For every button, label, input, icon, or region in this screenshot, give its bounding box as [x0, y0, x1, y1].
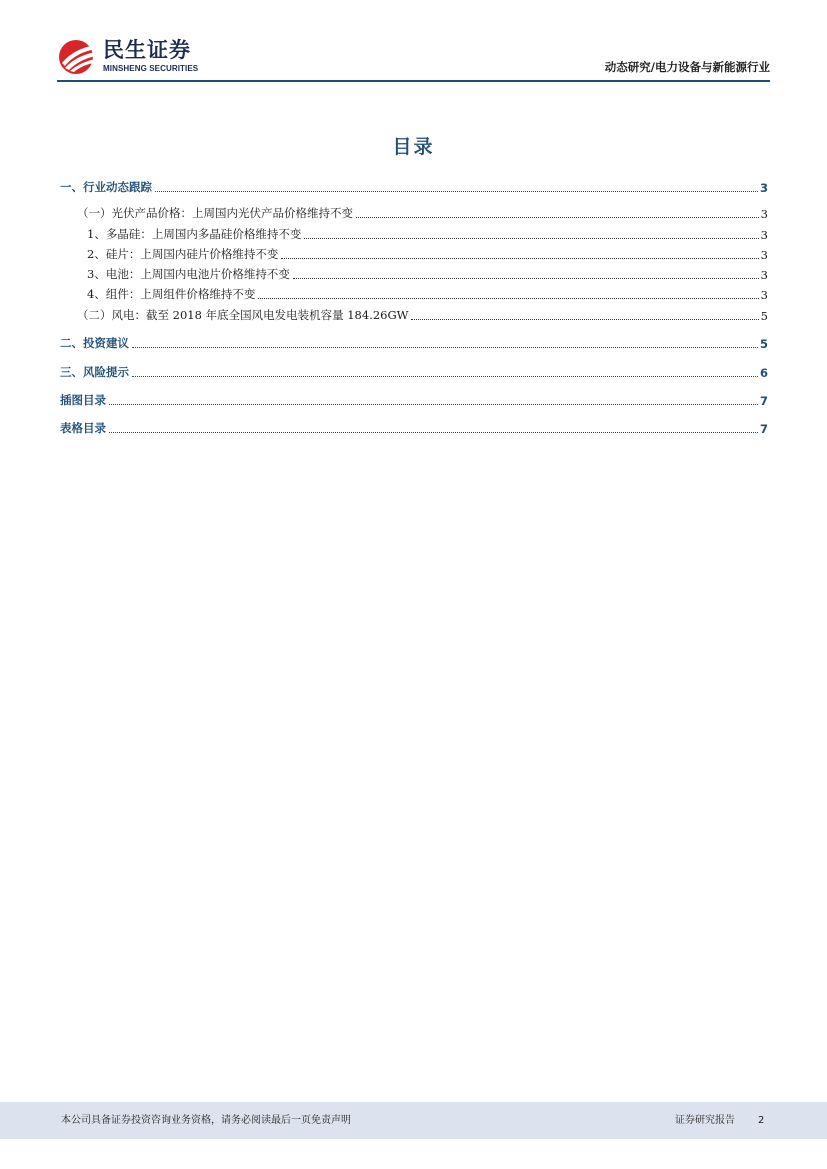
toc-entry[interactable]	[60, 226, 768, 242]
toc-entry-page: 6	[759, 366, 768, 380]
toc-entry[interactable]	[60, 246, 768, 262]
toc-entry-page: 3	[760, 288, 768, 302]
dot-leader	[109, 432, 758, 433]
toc-entry[interactable]	[60, 364, 768, 380]
toc-entry[interactable]	[60, 307, 768, 323]
toc-entry-label: （一）光伏产品价格：上周国内光伏产品价格维持不变	[77, 206, 353, 220]
toc-entry-label: 一、行业动态跟踪	[60, 180, 152, 194]
dot-leader	[411, 319, 758, 320]
dot-leader	[281, 258, 758, 259]
minsheng-logo-icon	[58, 39, 98, 75]
toc-entry-label: （二）风电：截至 2018 年底全国风电发电装机容量 184.26GW	[77, 308, 409, 322]
toc-entry-page: 3	[760, 268, 768, 282]
toc-entry[interactable]	[60, 205, 768, 221]
toc-entry-label: 1、多晶硅：上周国内多晶硅价格维持不变	[87, 227, 302, 241]
toc-entry-label: 三、风险提示	[60, 365, 129, 379]
footer-report-type: 证券研究报告	[675, 1115, 735, 1126]
toc-entry-page: 7	[759, 422, 768, 436]
dot-leader	[155, 191, 758, 192]
toc-entry-label: 2、硅片：上周国内硅片价格维持不变	[87, 247, 279, 261]
toc-entry-page: 3	[759, 181, 768, 195]
header-divider	[57, 80, 770, 82]
toc-entry-page: 5	[760, 309, 768, 323]
toc-entry[interactable]	[60, 286, 768, 302]
toc-title: 目录	[392, 136, 435, 158]
dot-leader	[304, 238, 758, 239]
toc-entry-label: 表格目录	[60, 421, 106, 435]
dot-leader	[132, 347, 758, 348]
dot-leader	[109, 404, 758, 405]
report-category: 动态研究/电力设备与新能源行业	[604, 60, 770, 74]
toc-entry[interactable]	[60, 335, 768, 351]
toc-entry-page: 3	[760, 228, 768, 242]
toc-entry-label: 4、组件：上周组件价格维持不变	[87, 287, 256, 301]
toc-entry[interactable]	[60, 420, 768, 436]
toc-entry-page: 5	[759, 337, 768, 351]
page-header	[57, 36, 770, 82]
dot-leader	[293, 278, 759, 279]
page-footer	[0, 1102, 827, 1139]
dot-leader	[258, 298, 758, 299]
toc-entry-page: 3	[760, 207, 768, 221]
toc-entry-label: 插图目录	[60, 393, 106, 407]
toc-entry-page: 7	[759, 394, 768, 408]
dot-leader	[132, 376, 758, 377]
footer-page-number: 2	[758, 1115, 765, 1126]
logo-text-en: MINSHENG SECURITIES	[103, 64, 199, 73]
toc-entry-page: 3	[760, 248, 768, 262]
toc-entry[interactable]	[60, 179, 768, 195]
toc-entry[interactable]	[60, 392, 768, 408]
toc-entry-label: 二、投资建议	[60, 336, 129, 350]
toc-entry[interactable]	[60, 266, 768, 282]
logo-text-cn: 民生证券	[103, 38, 191, 62]
dot-leader	[356, 217, 759, 218]
toc-entry-label: 3、电池：上周国内电池片价格维持不变	[87, 267, 290, 281]
footer-disclaimer: 本公司具备证券投资咨询业务资格，请务必阅读最后一页免责声明	[61, 1115, 351, 1126]
